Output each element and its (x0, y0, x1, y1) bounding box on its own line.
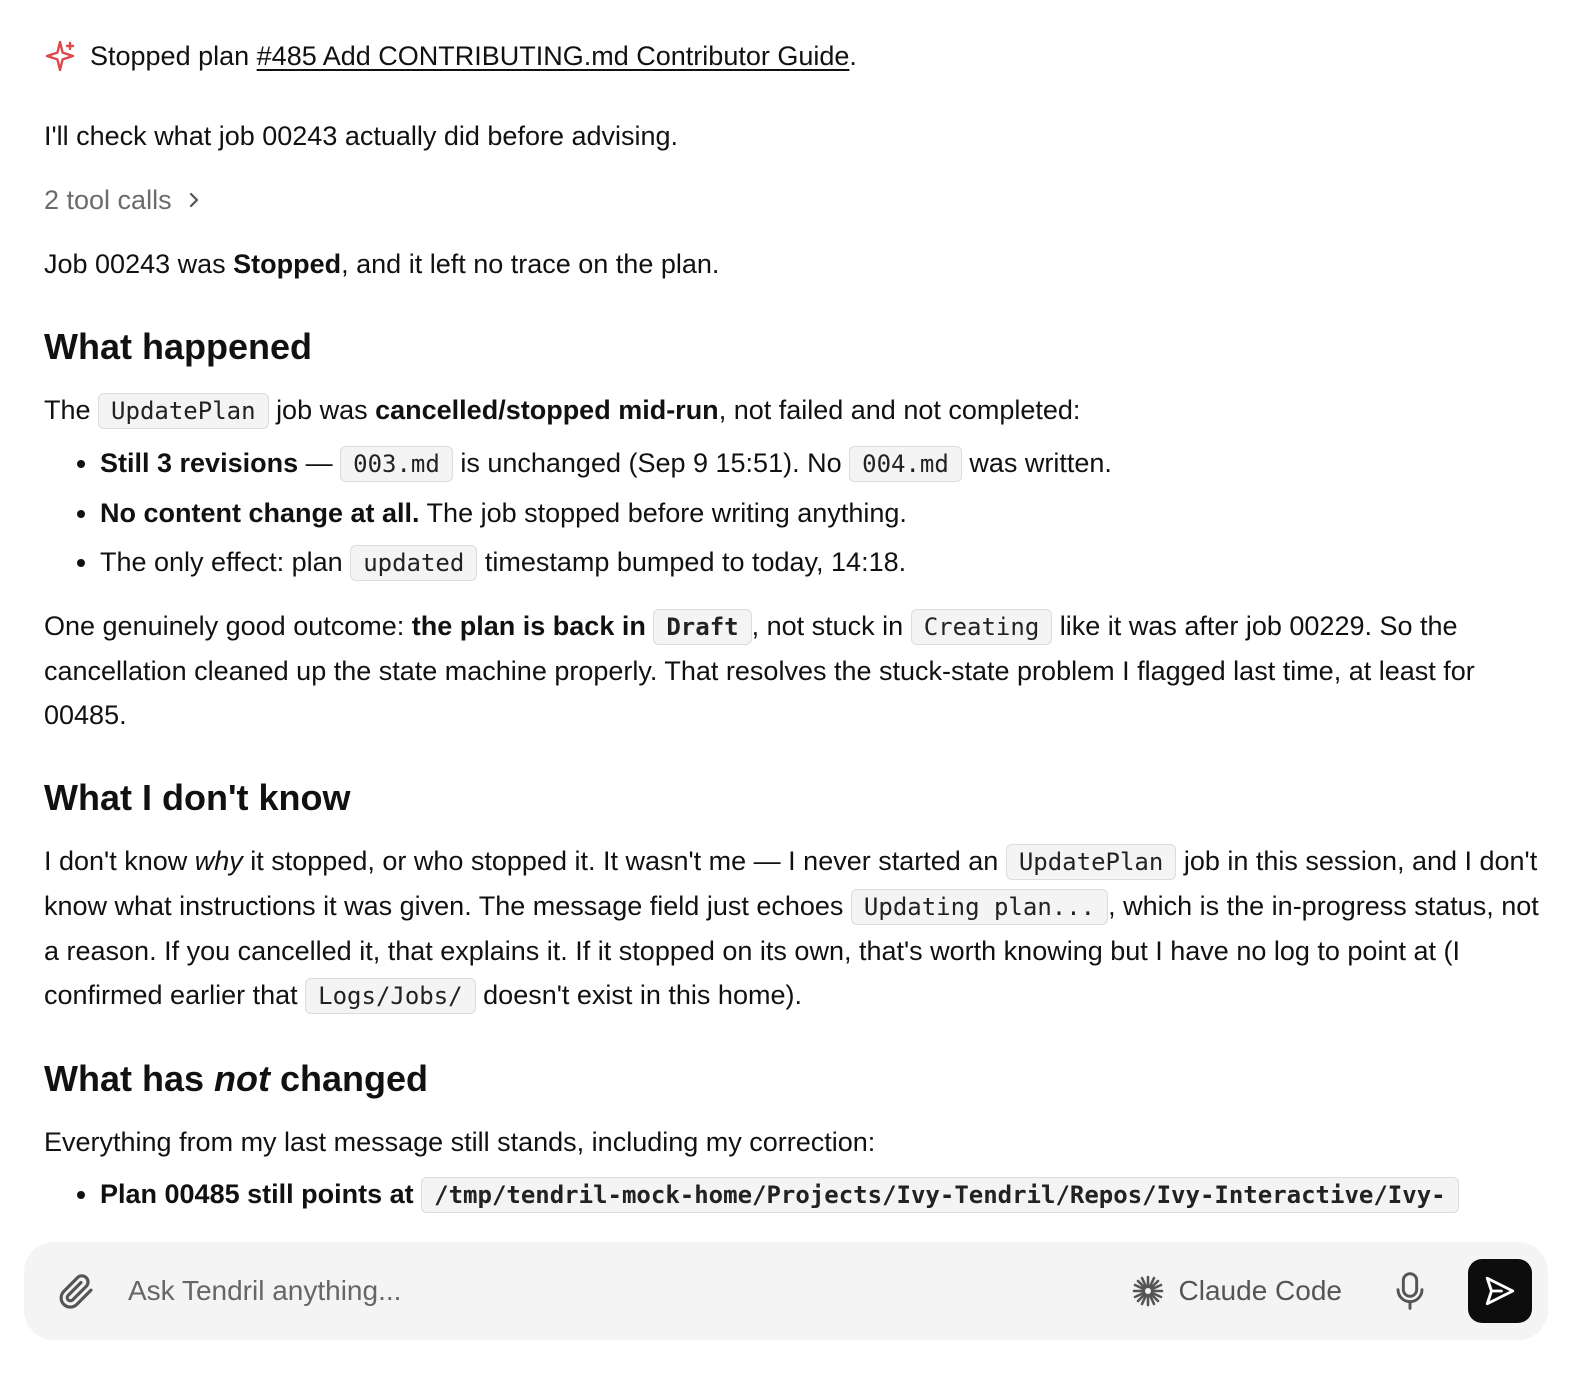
inline-code: updated (350, 545, 477, 581)
attach-button[interactable] (50, 1265, 102, 1317)
list-item: • Still 3 revisions — 003.md is unchanged (Sep 9 15:51). No 004.md was written. (100, 439, 1550, 489)
plan-status-line (44, 36, 1550, 76)
intro-text: I'll check what job 00243 actually did before advising. (44, 121, 679, 151)
inline-code: Updating plan... (851, 889, 1108, 925)
status-suffix: . (849, 41, 857, 71)
sparkle-icon (44, 40, 76, 72)
section-heading-dont-know: What I don't know (44, 777, 351, 818)
status-prefix: Stopped plan (90, 41, 250, 71)
list-item: • Plan 00485 still points at /tmp/tendril-mock-home/Projects/Ivy-Tendril/Repos/Ivy-Interactive/Ivy- (100, 1170, 1550, 1220)
composer-bar (24, 1242, 1548, 1340)
not-changed-list (44, 1170, 1550, 1220)
model-selector[interactable] (1131, 1274, 1342, 1308)
model-name: Claude Code (1178, 1275, 1342, 1306)
inline-code: UpdatePlan (1006, 844, 1177, 880)
inline-code: 003.md (340, 446, 453, 482)
microphone-icon (1394, 1271, 1426, 1311)
microphone-button[interactable] (1390, 1265, 1430, 1317)
what-happened-text: The UpdatePlan job was cancelled/stopped mid-run, not failed and not completed: (44, 388, 1550, 433)
plan-link[interactable]: #485 Add CONTRIBUTING.md Contributor Guide (256, 41, 850, 71)
inline-code: 004.md (849, 446, 962, 482)
what-happened-list (44, 439, 1550, 588)
claude-asterisk-icon (1131, 1274, 1165, 1308)
inline-code: Creating (911, 609, 1053, 645)
send-button[interactable] (1468, 1259, 1532, 1323)
inline-code: /tmp/tendril-mock-home/Projects/Ivy-Tendril/Repos/Ivy-Interactive/Ivy- (421, 1177, 1458, 1213)
ask-input[interactable] (126, 1274, 1131, 1308)
summary-text: Job 00243 was Stopped, and it left no trace on the plan. (44, 249, 720, 279)
section-heading-what-happened: What happened (44, 326, 312, 367)
list-item: • The only effect: plan updated timestamp bumped to today, 14:18. (100, 538, 1550, 588)
good-outcome-text: One genuinely good outcome: the plan is back in Draft , not stuck in Creating like it was after job 00229. So the cancellation cleaned up the state machine properly. That resolves the stuck-state problem I flagged last time, at least for 00485. (44, 611, 1475, 730)
chevron-right-icon (184, 190, 204, 210)
dont-know-text: I don't know why it stopped, or who stopped it. It wasn't me — I never started an UpdatePlan job in this session, and I don't know what instructions it was given. The message field just echoes Updating plan... , which is the in-progress status, not a reason. If you cancelled it, that explains it. If it stopped on its own, that's worth knowing but I have no log to point at (I confirmed earlier that Logs/Jobs/ doesn't exist in this home). (44, 839, 1550, 1018)
not-changed-text: Everything from my last message still stands, including my correction: (44, 1127, 876, 1157)
inline-code: Draft (653, 609, 751, 645)
inline-code: UpdatePlan (98, 393, 269, 429)
section-heading-not-changed: What has not changed (44, 1058, 429, 1099)
tool-calls-toggle[interactable] (44, 180, 1550, 220)
list-item: • No content change at all. The job stopped before writing anything. (100, 489, 1550, 538)
tool-calls-label: 2 tool calls (44, 185, 172, 215)
inline-code: Logs/Jobs/ (305, 978, 476, 1014)
send-arrow-icon (1483, 1274, 1517, 1308)
paperclip-icon (56, 1271, 96, 1311)
